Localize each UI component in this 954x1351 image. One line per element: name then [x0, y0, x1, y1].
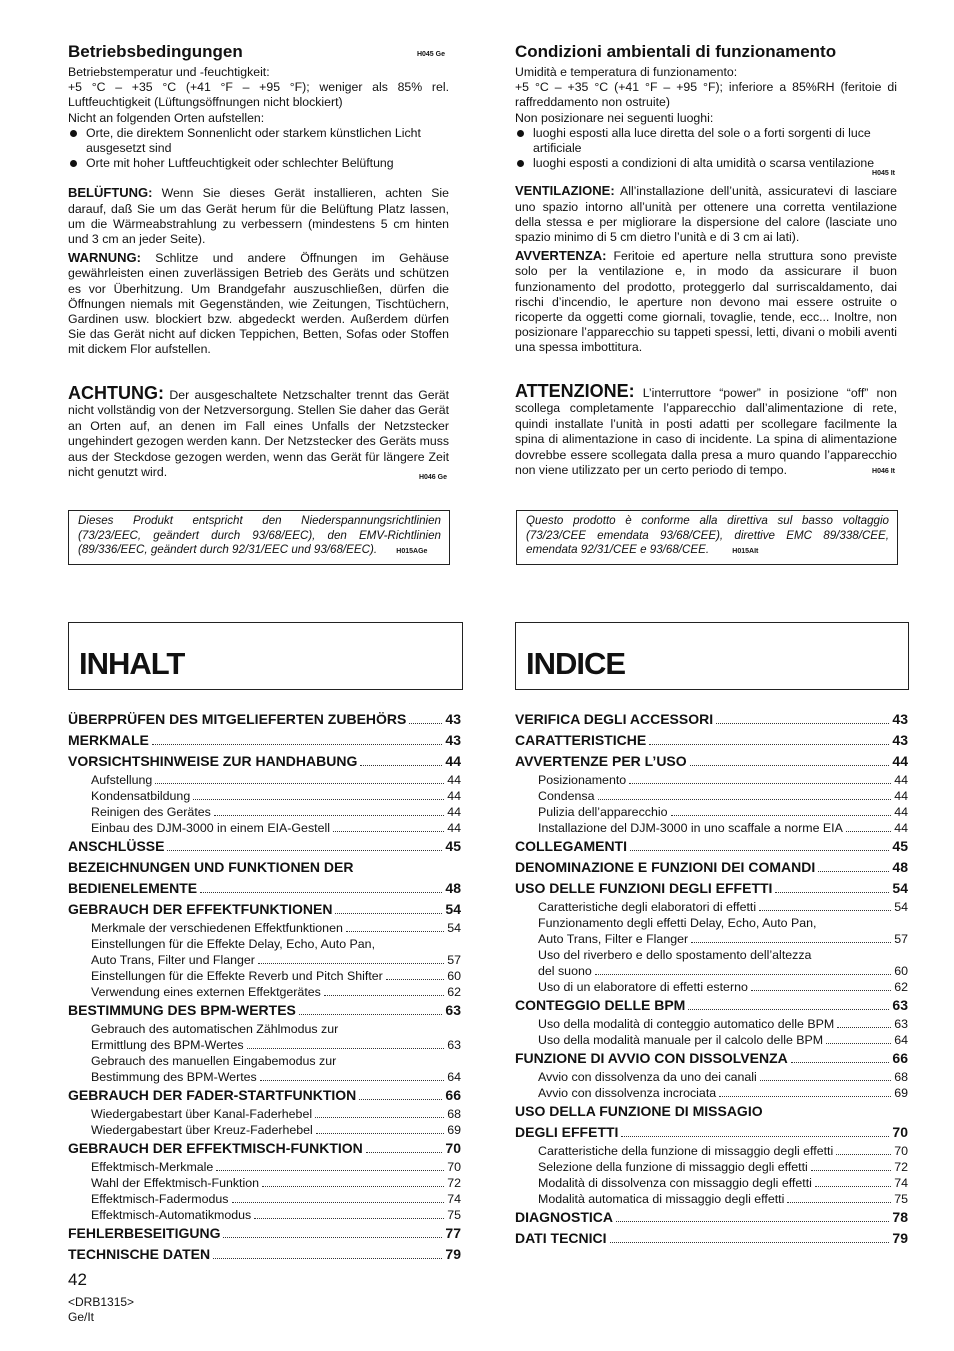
toc-page-number: 79 — [445, 1246, 461, 1262]
toc-dot-leader — [409, 723, 442, 724]
toc-page-number: 44 — [447, 773, 461, 787]
it-caution-block — [515, 381, 897, 488]
it-toc-title: INDICE — [526, 646, 626, 681]
toc-entry-label: ÜBERPRÜFEN DES MITGELIEFERTEN ZUBEHÖRS — [68, 711, 407, 727]
toc-entry-label: Installazione del DJM-3000 in uno scaffale a norme EIA — [538, 821, 843, 835]
toc-section-entry — [515, 1207, 908, 1228]
toc-entry-label: Reinigen des Gerätes — [91, 805, 211, 819]
toc-entry-label: Ermittlung des BPM-Wertes — [91, 1038, 244, 1052]
toc-dot-leader — [836, 1154, 891, 1155]
toc-subsection-entry — [68, 1159, 461, 1175]
toc-page-number: 63 — [894, 1017, 908, 1031]
toc-page-number: 62 — [894, 980, 908, 994]
toc-page-number: 69 — [894, 1086, 908, 1100]
toc-entry-label: Aufstellung — [91, 773, 153, 787]
toc-entry-label: Posizionamento — [538, 773, 627, 787]
it-compliance-box: Questo prodotto è conforme alla direttiva sul basso voltaggio (73/23/CEE emendata 93/68/CEE), direttive EMC 89/338/CEE, emendata 92/31/CEE e 93/68/CEE. H015AIt — [516, 510, 898, 565]
it-cond-line: Non posizionare nei seguenti luoghi: — [515, 110, 714, 125]
toc-subsection-entry — [68, 984, 461, 1000]
it-cond-bullet: luoghi esposti alla luce diretta del sole o a forti sorgenti di luce artificiale — [515, 126, 897, 156]
toc-page-number: 43 — [445, 711, 461, 727]
toc-page-number: 77 — [445, 1225, 461, 1241]
toc-section-entry — [515, 730, 908, 751]
toc-dot-leader — [759, 910, 891, 911]
toc-section-entry — [515, 857, 908, 878]
de-ventilation-paragraph: BELÜFTUNG: Wenn Sie dieses Gerät installieren, achten Sie darauf, daß Sie um das Gerät herum für die Belüftung Platz lassen, um die Wärmeabstrahlung zu verbessern (mindestens 5 cm hinten und 3 cm an jeder Seite). — [68, 185, 449, 247]
toc-page-number: 79 — [892, 1230, 908, 1246]
it-toc-list — [515, 709, 908, 1249]
toc-section-entry — [515, 995, 908, 1016]
toc-page-number: 64 — [447, 1070, 461, 1084]
toc-subsection-entry — [515, 804, 908, 820]
toc-subsection-entry — [515, 1032, 908, 1048]
it-conditions-code: H045 It — [872, 170, 895, 178]
toc-entry-label: BEDIENELEMENTE — [68, 880, 198, 896]
toc-dot-leader — [649, 744, 889, 745]
toc-entry-label: Uso della modalità di conteggio automatico delle BPM — [538, 1017, 835, 1031]
it-box-code: H015AIt — [732, 548, 759, 556]
toc-entry-label: CARATTERISTICHE — [515, 732, 647, 748]
it-warning-paragraph: AVVERTENZA: Feritoie ed aperture nella struttura sono previste solo per la ventilazione e, in modo da assicurare il buon funzionamento del prodotto, proteggerlo dal surriscaldamento, dai rischi d’incendio, le aperture non devono mai essere ostruite o ricoperte da oggetti come giornali, tovaglie, tende, ecc... Inoltre, non posizionare l’apparecchio su tappeti spessi, letti, divani o mobili aventi una spessa imbottitura. — [515, 248, 897, 355]
toc-dot-leader — [690, 765, 890, 766]
toc-entry-label: GEBRAUCH DER EFFEKTMISCH-FUNKTION — [68, 1140, 363, 1156]
toc-dot-leader — [815, 1186, 891, 1187]
toc-section-entry — [68, 751, 461, 772]
toc-entry-label: FUNZIONE DI AVVIO CON DISSOLVENZA — [515, 1050, 788, 1066]
toc-subsection-entry — [515, 963, 908, 979]
de-caution-block — [68, 383, 449, 490]
toc-entry-label: Auto Trans, Filter e Flanger — [538, 932, 689, 946]
toc-dot-leader — [193, 799, 444, 800]
toc-dot-leader — [791, 1062, 890, 1063]
de-toc-list — [68, 709, 461, 1265]
toc-entry-label: Effektmisch-Fadermodus — [91, 1192, 229, 1206]
toc-entry-label: DATI TECNICI — [515, 1230, 607, 1246]
toc-entry-label: AVVERTENZE PER L’USO — [515, 753, 687, 769]
toc-subsection-entry — [68, 788, 461, 804]
toc-page-number: 45 — [892, 838, 908, 854]
toc-section-entry — [68, 1244, 461, 1265]
toc-page-number: 54 — [447, 921, 461, 935]
it-caution-code: H046 It — [872, 468, 895, 476]
toc-entry-label: GEBRAUCH DER FADER-STARTFUNKTION — [68, 1087, 357, 1103]
toc-dot-leader — [359, 1099, 442, 1100]
toc-page-number: 70 — [892, 1124, 908, 1140]
toc-entry-label: USO DELLE FUNZIONI DEGLI EFFETTI — [515, 880, 773, 896]
toc-entry-label: Einstellungen für die Effekte Reverb und Pitch Shifter — [91, 969, 383, 983]
toc-subsection-entry — [68, 1106, 461, 1122]
toc-page-number: 48 — [445, 880, 461, 896]
toc-subsection-entry — [515, 1085, 908, 1101]
toc-dot-leader — [751, 990, 891, 991]
toc-page-number: 44 — [447, 789, 461, 803]
toc-page-number: 68 — [894, 1070, 908, 1084]
toc-dot-leader — [719, 1096, 891, 1097]
toc-section-entry — [515, 1228, 908, 1249]
toc-entry-label: Auto Trans, Filter und Flanger — [91, 953, 255, 967]
it-safety-column — [515, 42, 897, 356]
toc-section-entry — [68, 1223, 461, 1244]
toc-page-number: 44 — [892, 753, 908, 769]
toc-subsection-entry — [515, 1191, 908, 1207]
toc-page-number: 45 — [445, 838, 461, 854]
toc-section-entry — [515, 751, 908, 772]
toc-entry-label: Modalità di dissolvenza con missaggio degli effetti — [538, 1176, 812, 1190]
toc-entry-label: DENOMINAZIONE E FUNZIONI DEI COMANDI — [515, 859, 816, 875]
toc-section-entry — [515, 878, 908, 899]
toc-section-entry — [68, 1138, 461, 1159]
it-cond-bullet: luoghi esposti a condizioni di alta umidità o scarsa ventilazione — [515, 156, 897, 171]
toc-subsection-entry — [68, 968, 461, 984]
toc-subsection-entry — [515, 1143, 908, 1159]
toc-subsection-entry — [68, 804, 461, 820]
toc-dot-leader — [324, 995, 444, 996]
toc-entry-label: GEBRAUCH DER EFFEKTFUNKTIONEN — [68, 901, 333, 917]
toc-section-entry — [68, 1085, 461, 1106]
toc-subsection-entry — [515, 772, 908, 788]
toc-dot-leader — [155, 783, 444, 784]
toc-entry-label: Merkmale der verschiedenen Effektfunktionen — [91, 921, 343, 935]
toc-dot-leader — [846, 831, 891, 832]
toc-entry-label: Kondensatbildung — [91, 789, 191, 803]
toc-subsection-entry — [68, 1037, 461, 1053]
de-cond-line: Betriebstemperatur und -feuchtigkeit: — [68, 65, 270, 79]
toc-page-number: 70 — [894, 1144, 908, 1158]
toc-subsection-entry — [68, 920, 461, 936]
toc-subsection-entry — [68, 952, 461, 968]
toc-section-entry — [515, 709, 908, 730]
toc-subsection-entry — [68, 1175, 461, 1191]
toc-subsection-entry — [515, 979, 908, 995]
toc-subsection-entry — [515, 788, 908, 804]
toc-dot-leader — [811, 1170, 891, 1171]
toc-page-number: 68 — [447, 1107, 461, 1121]
toc-page-number: 54 — [894, 900, 908, 914]
toc-page-number: 57 — [447, 953, 461, 967]
toc-entry-label: Einbau des DJM-3000 in einem EIA-Gestell — [91, 821, 330, 835]
toc-subsection-entry — [515, 931, 908, 947]
toc-dot-leader — [223, 1237, 442, 1238]
it-caution-paragraph: ATTENZIONE: L’interruttore “power” in posizione “off” non scollega completamente l’apparecchio dall’alimentazione di rete, quindi installate l’unità in posti adatti per scollegare facilmente la spina di alimentazione in caso di incidente. La spina di alimentazione dovrebbe essere scollegata dalla presa a muro quando l’apparecchio non viene utilizzato per un certo periodo di tempo. — [515, 381, 897, 478]
toc-entry-label: DIAGNOSTICA — [515, 1209, 613, 1225]
toc-subsection-entry-continued: Gebrauch des manuellen Eingabemodus zur — [91, 1054, 337, 1068]
toc-subsection-entry — [68, 1069, 461, 1085]
toc-section-entry — [68, 878, 461, 899]
toc-entry-label: TECHNISCHE DATEN — [68, 1246, 211, 1262]
it-cond-line: +5 °C – +35 °C (+41 °F – +95 °F); inferiore a 85%RH (feritoie di raffreddamento non ostruite) — [515, 80, 897, 110]
toc-entry-label: VERIFICA DEGLI ACCESSORI — [515, 711, 714, 727]
toc-page-number: 72 — [447, 1176, 461, 1190]
toc-page-number: 66 — [892, 1050, 908, 1066]
toc-dot-leader — [629, 783, 891, 784]
toc-dot-leader — [360, 765, 442, 766]
toc-page-number: 75 — [894, 1192, 908, 1206]
it-conditions-heading: Condizioni ambientali di funzionamento — [515, 42, 837, 61]
toc-dot-leader — [262, 1186, 444, 1187]
toc-section-entry — [68, 709, 461, 730]
toc-page-number: 78 — [892, 1209, 908, 1225]
de-cond-bullet: Orte, die direktem Sonnenlicht oder starkem künstlichen Licht ausgesetzt sind — [68, 126, 449, 156]
toc-page-number: 74 — [447, 1192, 461, 1206]
toc-section-entry — [515, 836, 908, 857]
toc-page-number: 57 — [894, 932, 908, 946]
toc-page-number: 54 — [445, 901, 461, 917]
toc-dot-leader — [837, 1027, 891, 1028]
toc-page-number: 44 — [894, 805, 908, 819]
toc-dot-leader — [818, 871, 889, 872]
toc-page-number: 60 — [447, 969, 461, 983]
toc-page-number: 44 — [894, 773, 908, 787]
toc-dot-leader — [299, 1014, 443, 1015]
toc-entry-label: Uso della modalità manuale per il calcolo delle BPM — [538, 1033, 824, 1047]
toc-entry-label: Wiedergabestart über Kanal-Faderhebel — [91, 1107, 313, 1121]
footer-meta — [68, 1295, 134, 1325]
toc-entry-label: Effektmisch-Automatikmodus — [91, 1208, 252, 1222]
toc-page-number: 75 — [447, 1208, 461, 1222]
toc-page-number: 74 — [894, 1176, 908, 1190]
toc-section-entry — [68, 836, 461, 857]
toc-subsection-entry — [515, 820, 908, 836]
toc-entry-label: Uso di un elaboratore di effetti esterno — [538, 980, 748, 994]
toc-entry-label: MERKMALE — [68, 732, 149, 748]
toc-dot-leader — [346, 931, 444, 932]
toc-page-number: 43 — [445, 732, 461, 748]
toc-subsection-entry — [68, 772, 461, 788]
toc-dot-leader — [787, 1202, 891, 1203]
toc-entry-label: Selezione della funzione di missaggio degli effetti — [538, 1160, 808, 1174]
toc-subsection-entry — [68, 820, 461, 836]
toc-page-number: 64 — [894, 1033, 908, 1047]
de-conditions-code: H045 Ge — [416, 51, 445, 58]
toc-entry-label: Bestimmung des BPM-Wertes — [91, 1070, 257, 1084]
toc-page-number: 44 — [894, 789, 908, 803]
de-safety-column — [68, 42, 449, 358]
toc-dot-leader — [630, 850, 889, 851]
toc-page-number: 63 — [892, 997, 908, 1013]
toc-dot-leader — [671, 815, 892, 816]
de-warning-paragraph: WARNUNG: Schlitze und andere Öffnungen im Gehäuse gewährleisten einen zuverlässigen Betrieb des Geräts und schützen es vor Überhitzung. Um Brandgefahr auszuschließen, dürfen die Öffnungen niemals mit Gegenständen, wie Zeitungen, Tischtüchern, Gardinen usw. blockiert bzw. abgedeckt werden. Außerdem dürfen Sie das Gerät nicht auf dicken Teppichen, Betten, Sofas oder Stoffen mit dickem Flor aufstellen. — [68, 250, 449, 357]
page-number: 42 — [68, 1270, 87, 1289]
toc-section-entry — [515, 1048, 908, 1069]
toc-entry-label: DEGLI EFFETTI — [515, 1124, 619, 1140]
toc-page-number: 54 — [892, 880, 908, 896]
toc-subsection-entry — [515, 1069, 908, 1085]
toc-entry-label: BESTIMMUNG DES BPM-WERTES — [68, 1002, 296, 1018]
toc-subsection-entry — [68, 1207, 461, 1223]
toc-dot-leader — [214, 815, 444, 816]
toc-entry-label: Avvio con dissolvenza incrociata — [538, 1086, 717, 1100]
toc-section-entry — [68, 730, 461, 751]
it-cond-line: Umidità e temperatura di funzionamento: — [515, 65, 738, 79]
it-toc-title-box — [515, 622, 909, 690]
toc-dot-leader — [826, 1043, 891, 1044]
toc-entry-label: Effektmisch-Merkmale — [91, 1160, 214, 1174]
de-caution-paragraph: ACHTUNG: Der ausgeschaltete Netzschalter trennt das Gerät nicht vollständig von der Netzversorgung. Stellen Sie daher das Gerät an Orten auf, an denen im Fall eines Unfalls der Netzstecker ungehindert gezogen werden kann. Der Netzstecker des Geräts muss aus der Steckdose gezogen werden, wenn das Gerät für längere Zeit nicht genutzt wird. — [68, 383, 449, 480]
toc-entry-label: Condensa — [538, 789, 595, 803]
toc-dot-leader — [200, 892, 442, 893]
toc-page-number: 44 — [447, 821, 461, 835]
toc-page-number: 63 — [447, 1038, 461, 1052]
toc-dot-leader — [152, 744, 443, 745]
toc-page-number: 48 — [892, 859, 908, 875]
toc-dot-leader — [216, 1170, 444, 1171]
toc-subsection-entry — [515, 1016, 908, 1032]
toc-section-entry — [68, 899, 461, 920]
toc-dot-leader — [598, 799, 892, 800]
toc-entry-label: VORSICHTSHINWEISE ZUR HANDHABUNG — [68, 753, 358, 769]
de-caution-code: H046 Ge — [418, 474, 447, 482]
toc-subsection-entry — [68, 1122, 461, 1138]
toc-dot-leader — [366, 1152, 443, 1153]
toc-dot-leader — [616, 1221, 889, 1222]
de-compliance-box: Dieses Produkt entspricht den Niederspannungsrichtlinien (73/23/EEC, geändert durch 93/68/EEC), den EMV-Richtlinien (89/336/EEC, geändert durch 92/31/EEC und 93/68/EEC). H015AGe — [68, 510, 450, 565]
toc-subsection-entry-continued: Uso del riverbero e dello spostamento dell’altezza — [538, 948, 812, 962]
toc-page-number: 44 — [894, 821, 908, 835]
toc-section-entry-continued: USO DELLA FUNZIONE DI MISSAGIO — [515, 1103, 763, 1119]
toc-entry-label: del suono — [538, 964, 592, 978]
de-cond-line: Nicht an folgenden Orten aufstellen: — [68, 110, 265, 125]
toc-dot-leader — [260, 1080, 444, 1081]
toc-dot-leader — [232, 1202, 445, 1203]
de-toc-title: INHALT — [79, 646, 185, 681]
it-ventilation-paragraph: VENTILAZIONE: All’installazione dell’unità, assicuratevi di lasciare uno spazio intorno all’unità per ottenere una corretta ventilazione della stessa e per migliorare la dispersione del calore (lasciate uno spazio minimo di 5 cm dietro l’unità e di 3 cm ai lati). — [515, 183, 897, 245]
toc-page-number: 43 — [892, 711, 908, 727]
de-box-code: H015AGe — [396, 548, 428, 556]
toc-dot-leader — [610, 1242, 890, 1243]
toc-section-entry — [515, 1122, 908, 1143]
toc-dot-leader — [716, 723, 889, 724]
toc-dot-leader — [316, 1133, 444, 1134]
toc-page-number: 72 — [894, 1160, 908, 1174]
toc-subsection-entry — [515, 1175, 908, 1191]
toc-page-number: 63 — [445, 1002, 461, 1018]
toc-dot-leader — [386, 979, 444, 980]
toc-dot-leader — [688, 1009, 889, 1010]
toc-dot-leader — [775, 892, 889, 893]
toc-subsection-entry-continued: Einstellungen für die Effekte Delay, Echo, Auto Pan, — [91, 937, 376, 951]
toc-page-number: 69 — [447, 1123, 461, 1137]
toc-page-number: 44 — [445, 753, 461, 769]
toc-dot-leader — [247, 1048, 445, 1049]
toc-page-number: 70 — [445, 1140, 461, 1156]
language-code: Ge/It — [68, 1310, 95, 1324]
doc-code: <DRB1315> — [68, 1295, 135, 1309]
toc-page-number: 70 — [447, 1160, 461, 1174]
toc-dot-leader — [595, 974, 891, 975]
toc-subsection-entry-continued: Funzionamento degli effetti Delay, Echo, Auto Pan, — [538, 916, 817, 930]
toc-entry-label: Wiedergabestart über Kreuz-Faderhebel — [91, 1123, 313, 1137]
toc-entry-label: Pulizia dell’apparecchio — [538, 805, 668, 819]
toc-dot-leader — [691, 942, 891, 943]
toc-entry-label: Caratteristiche della funzione di missaggio degli effetti — [538, 1144, 834, 1158]
de-toc-title-box — [68, 622, 463, 690]
de-conditions-heading: Betriebsbedingungen H045 Ge — [68, 42, 445, 61]
de-cond-bullet: Orte mit hoher Luftfeuchtigkeit oder schlechter Belüftung — [68, 156, 449, 171]
toc-page-number: 44 — [447, 805, 461, 819]
toc-page-number: 60 — [894, 964, 908, 978]
toc-entry-label: CONTEGGIO DELLE BPM — [515, 997, 686, 1013]
toc-dot-leader — [333, 831, 444, 832]
toc-entry-label: COLLEGAMENTI — [515, 838, 627, 854]
toc-subsection-entry — [515, 1159, 908, 1175]
toc-entry-label: Caratteristiche degli elaboratori di effetti — [538, 900, 757, 914]
toc-subsection-entry — [515, 899, 908, 915]
toc-dot-leader — [621, 1136, 889, 1137]
toc-dot-leader — [213, 1258, 442, 1259]
toc-entry-label: FEHLERBESEITIGUNG — [68, 1225, 221, 1241]
toc-entry-label: Avvio con dissolvenza da uno dei canali — [538, 1070, 757, 1084]
toc-dot-leader — [315, 1117, 444, 1118]
toc-entry-label: Modalità automatica di missaggio degli effetti — [538, 1192, 785, 1206]
toc-page-number: 62 — [447, 985, 461, 999]
toc-entry-label: ANSCHLÜSSE — [68, 838, 165, 854]
de-cond-line: +5 °C – +35 °C (+41 °F – +95 °F); weniger als 85% rel. Luftfeuchtigkeit (Lüftungsöffnungen nicht blockiert) — [68, 80, 449, 110]
toc-dot-leader — [254, 1218, 444, 1219]
toc-dot-leader — [258, 963, 444, 964]
toc-section-entry — [68, 1000, 461, 1021]
toc-subsection-entry — [68, 1191, 461, 1207]
toc-entry-label: Verwendung eines externen Effektgerätes — [91, 985, 321, 999]
toc-entry-label: Wahl der Effektmisch-Funktion — [91, 1176, 260, 1190]
toc-dot-leader — [760, 1080, 891, 1081]
toc-page-number: 66 — [445, 1087, 461, 1103]
toc-dot-leader — [335, 913, 442, 914]
toc-page-number: 43 — [892, 732, 908, 748]
toc-subsection-entry-continued: Gebrauch des automatischen Zählmodus zur — [91, 1022, 339, 1036]
toc-dot-leader — [167, 850, 442, 851]
toc-section-entry-continued: BEZEICHNUNGEN UND FUNKTIONEN DER — [68, 859, 354, 875]
